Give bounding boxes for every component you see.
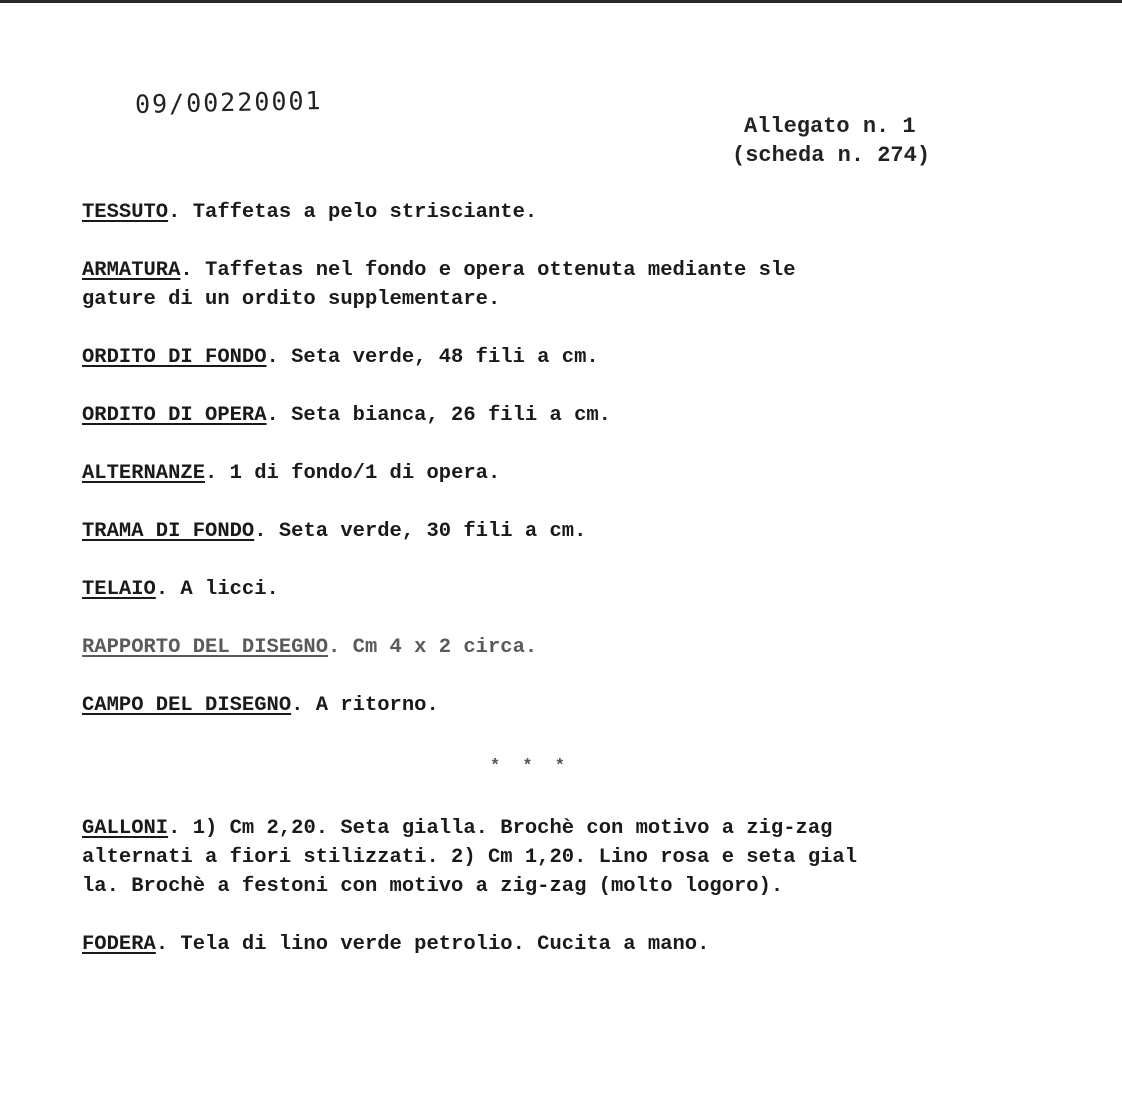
entry-tessuto <box>82 198 1042 227</box>
entry-text: . Cm 4 x 2 circa. <box>328 636 538 659</box>
entry-label: TESSUTO <box>82 201 169 224</box>
entry-label: TRAMA DI FONDO <box>82 520 255 543</box>
entry-fodera <box>82 930 1062 959</box>
entry-text-continued: la. Brochè a festoni con motivo a zig-zag (molto logoro). <box>82 875 784 898</box>
entry-text: . Tela di lino verde petrolio. Cucita a mano. <box>155 933 710 956</box>
entry-text: . Seta verde, 30 fili a cm. <box>254 520 587 543</box>
entry-text: . Seta bianca, 26 fili a cm. <box>266 404 611 427</box>
entry-label: TELAIO <box>82 578 156 601</box>
entry-text: . A licci. <box>155 578 279 601</box>
card-reference: (scheda n. 274) <box>732 143 931 168</box>
entry-text: . Seta verde, 48 fili a cm. <box>266 346 599 369</box>
entry-telaio <box>82 575 1042 604</box>
entry-label: ALTERNANZE <box>82 462 206 485</box>
entry-armatura <box>82 256 1042 314</box>
entry-text: . Taffetas nel fondo e opera ottenuta mediante sle <box>180 259 796 282</box>
trimmings-and-lining <box>82 814 1062 959</box>
page-top-edge <box>0 0 1122 3</box>
entry-text: . 1) Cm 2,20. Seta gialla. Brochè con motivo a zig-zag <box>168 817 833 840</box>
entry-label: FODERA <box>82 933 156 956</box>
technical-description <box>82 198 1042 720</box>
archive-stamp-number: 09/00220001 <box>134 86 323 119</box>
entry-label: ORDITO DI FONDO <box>82 346 267 369</box>
entry-text: . 1 di fondo/1 di opera. <box>205 462 501 485</box>
entry-label: ORDITO DI OPERA <box>82 404 267 427</box>
entry-rapporto-del-disegno <box>82 633 1042 662</box>
entry-label: CAMPO DEL DISEGNO <box>82 694 292 717</box>
entry-text: . Taffetas a pelo strisciante. <box>168 201 538 224</box>
entry-ordito-di-fondo <box>82 343 1042 372</box>
entry-text-continued: gature di un ordito supplementare. <box>82 288 501 311</box>
entry-text-continued: alternati a fiori stilizzati. 2) Cm 1,20. Lino rosa e seta gial <box>82 846 858 869</box>
entry-ordito-di-opera <box>82 401 1042 430</box>
attachment-number: Allegato n. 1 <box>744 114 916 139</box>
entry-label: ARMATURA <box>82 259 181 282</box>
entry-label: RAPPORTO DEL DISEGNO <box>82 636 329 659</box>
section-separator: * * * <box>490 757 572 776</box>
entry-campo-del-disegno <box>82 691 1042 720</box>
entry-label: GALLONI <box>82 817 169 840</box>
attachment-header <box>732 112 982 170</box>
entry-text: . A ritorno. <box>291 694 439 717</box>
entry-trama-di-fondo <box>82 517 1042 546</box>
entry-galloni <box>82 814 1062 901</box>
entry-alternanze <box>82 459 1042 488</box>
